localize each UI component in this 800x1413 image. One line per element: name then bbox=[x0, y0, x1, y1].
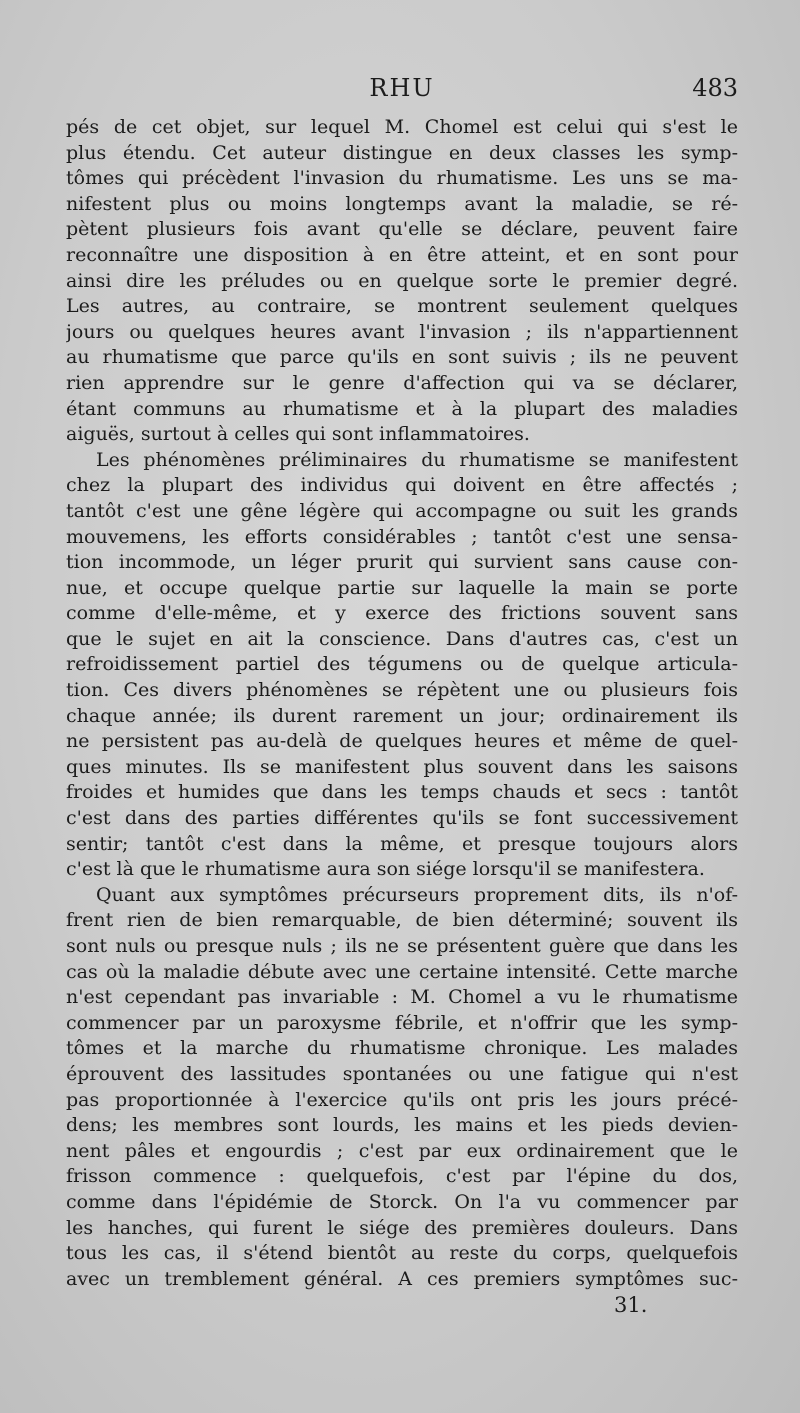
text-line: ainsi dire les préludes ou en quelque sorte le premier degré. bbox=[66, 269, 738, 292]
text-line: pés de cet objet, sur lequel M. Chomel est celui qui s'est le bbox=[66, 116, 738, 138]
text-line: mouvemens, les efforts considérables ; tantôt c'est une sensa- bbox=[66, 525, 738, 548]
text-line: comme d'elle-même, et y exerce des frictions souvent sans bbox=[66, 602, 738, 625]
text-line: commencer par un paroxysme fébrile, et n'offrir que les symp- bbox=[66, 1011, 738, 1034]
paragraph-2 bbox=[66, 448, 738, 883]
text-line: pas proportionnée à l'exercice qu'ils ont pris les jours précé- bbox=[66, 1088, 738, 1111]
text-line: les hanches, qui furent le siége des premières douleurs. Dans bbox=[66, 1216, 738, 1239]
text-line: Les autres, au contraire, se montrent seulement quelques bbox=[66, 295, 738, 318]
text-line: Les phénomènes préliminaires du rhumatisme se manifestent bbox=[96, 448, 738, 471]
text-line: frisson commence : quelquefois, c'est par l'épine du dos, bbox=[66, 1165, 738, 1188]
text-line: que le sujet en ait la conscience. Dans d'autres cas, c'est un bbox=[66, 627, 738, 650]
running-title: RHU bbox=[369, 74, 435, 102]
text-line: sont nuls ou presque nuls ; ils ne se présentent guère que dans les bbox=[66, 935, 738, 957]
text-line: étant communs au rhumatisme et à la plupart des maladies bbox=[66, 397, 738, 420]
text-line: ne persistent pas au-delà de quelques heures et même de quel- bbox=[66, 730, 738, 753]
text-line: tous les cas, il s'étend bientôt au reste du corps, quelquefois bbox=[66, 1242, 738, 1265]
paragraph-1 bbox=[66, 115, 738, 448]
text-line: ques minutes. Ils se manifestent plus souvent dans les saisons bbox=[66, 755, 738, 778]
text-line: tion incommode, un léger prurit qui survient sans cause con- bbox=[66, 551, 738, 574]
signature-mark: 31. bbox=[614, 1293, 648, 1317]
text-line: dens; les membres sont lourds, les mains et les pieds devien- bbox=[66, 1114, 738, 1137]
text-line: aiguës, surtout à celles qui sont inflammatoires. bbox=[66, 423, 530, 446]
page-number: 483 bbox=[692, 74, 738, 102]
text-line: n'est cependant pas invariable : M. Chomel a vu le rhumatisme bbox=[66, 986, 738, 1009]
text-line: c'est dans des parties différentes qu'ils se font successivement bbox=[66, 807, 738, 830]
text-line: avec un tremblement général. A ces premiers symptômes suc- bbox=[66, 1267, 738, 1290]
text-line: frent rien de bien remarquable, de bien déterminé; souvent ils bbox=[66, 909, 738, 932]
text-line: nent pâles et engourdis ; c'est par eux ordinairement que le bbox=[66, 1139, 738, 1162]
text-line: chaque année; ils durent rarement un jour; ordinairement ils bbox=[66, 704, 738, 727]
text-line: au rhumatisme que parce qu'ils en sont suivis ; ils ne peuvent bbox=[66, 346, 738, 369]
text-line: refroidissement partiel des tégumens ou de quelque articula- bbox=[66, 653, 738, 676]
text-line: tômes qui précèdent l'invasion du rhumatisme. Les uns se ma- bbox=[66, 167, 738, 190]
text-line: comme dans l'épidémie de Storck. On l'a vu commencer par bbox=[66, 1190, 738, 1213]
text-line: cas où la maladie débute avec une certaine intensité. Cette marche bbox=[66, 960, 738, 983]
text-line: éprouvent des lassitudes spontanées ou une fatigue qui n'est bbox=[66, 1062, 738, 1085]
text-line: froides et humides que dans les temps chauds et secs : tantôt bbox=[66, 781, 738, 804]
text-line: nifestent plus ou moins longtemps avant la maladie, se ré- bbox=[66, 192, 738, 215]
text-line: nue, et occupe quelque partie sur laquelle la main se porte bbox=[66, 576, 738, 599]
page-header bbox=[66, 74, 738, 108]
text-line: pètent plusieurs fois avant qu'elle se déclare, peuvent faire bbox=[66, 218, 738, 241]
text-line: plus étendu. Cet auteur distingue en deux classes les symp- bbox=[66, 141, 738, 164]
text-line: tantôt c'est une gêne légère qui accompagne ou suit les grands bbox=[66, 499, 738, 522]
text-line: c'est là que le rhumatisme aura son siége lorsqu'il se manifestera. bbox=[66, 858, 705, 881]
text-line: chez la plupart des individus qui doivent en être affectés ; bbox=[66, 474, 738, 497]
text-line: rien apprendre sur le genre d'affection qui va se déclarer, bbox=[66, 371, 738, 394]
text-line: tion. Ces divers phénomènes se répètent une ou plusieurs fois bbox=[66, 679, 738, 702]
text-line: Quant aux symptômes précurseurs proprement dits, ils n'of- bbox=[96, 883, 738, 906]
text-line: sentir; tantôt c'est dans la même, et presque toujours alors bbox=[66, 832, 738, 855]
text-line: reconnaître une disposition à en être atteint, et en sont pour bbox=[66, 243, 738, 266]
text-line: jours ou quelques heures avant l'invasion ; ils n'appartiennent bbox=[66, 320, 738, 343]
body-text bbox=[66, 115, 738, 1292]
paragraph-3 bbox=[66, 883, 738, 1293]
text-line: tômes et la marche du rhumatisme chronique. Les malades bbox=[66, 1037, 738, 1060]
